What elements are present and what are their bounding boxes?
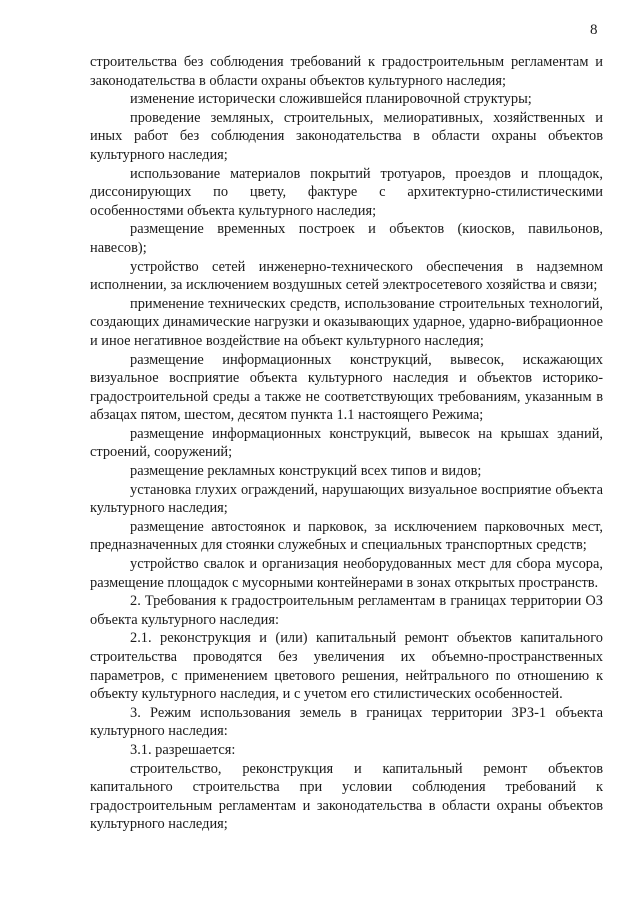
paragraph-6: устройство сетей инженерно-технического обеспечения в надземном исполнении, за исключением воздушных сетей электросетевого хозяйства и связи;: [90, 258, 603, 294]
paragraph-8: размещение информационных конструкций, вывесок, искажающих визуальное восприятие объекта культурного наследия и объектов историко-градостроительной среды а также не соответствующих требованиям, указанным в абзацах пятом, шестом, десятом пункта 1.1 настоящего Режима;: [90, 351, 603, 424]
paragraph-9: размещение информационных конструкций, вывесок на крышах зданий, строений, сооружений;: [90, 425, 603, 461]
section-3-heading: 3. Режим использования земель в границах территории ЗРЗ-1 объекта культурного наследия:: [90, 704, 603, 740]
paragraph-12: размещение автостоянок и парковок, за исключением парковочных мест, предназначенных для стоянки служебных и специальных транспортных средств;: [90, 518, 603, 554]
paragraph-3: проведение земляных, строительных, мелиоративных, хозяйственных и иных работ без соблюдения законодательства в области охраны объектов культурного наследия;: [90, 109, 603, 163]
paragraph-13: устройство свалок и организация необорудованных мест для сбора мусора, размещение площадок с мусорными контейнерами в зонах открытых пространств.: [90, 556, 603, 591]
clause-3-1: 3.1. разрешается:: [130, 741, 236, 758]
paragraph-11: установка глухих ограждений, нарушающих визуальное восприятие объекта культурного наследия;: [90, 481, 603, 517]
paragraph-2: изменение исторически сложившейся планировочной структуры;: [130, 91, 532, 108]
paragraph-4: использование материалов покрытий тротуаров, проездов и площадок, диссонирующих по цвету, фактуре с архитектурно-стилистическими особенностями объекта культурного наследия;: [90, 165, 603, 219]
section-2-heading: 2. Требования к градостроительным регламентам в границах территории ОЗ объекта культурного наследия:: [90, 593, 603, 628]
page-number: 8: [590, 22, 598, 38]
paragraph-1: строительства без соблюдения требований к градостроительным регламентам и законодательства в области охраны объектов культурного наследия;: [90, 54, 603, 89]
paragraph-10: размещение рекламных конструкций всех типов и видов;: [130, 463, 482, 480]
paragraph-7: применение технических средств, использование строительных технологий, создающих динамические нагрузки и оказывающих ударное, ударно-вибрационное и иное негативное воздействие на объект культурного наследия;: [90, 295, 603, 349]
document-body: [90, 53, 603, 834]
paragraph-18: строительство, реконструкция и капитальный ремонт объектов капитального строительства при условии соблюдения требований к градостроительным регламентам и законодательства в области охраны объектов культурного наследия;: [90, 760, 603, 833]
paragraph-5: размещение временных построек и объектов (киосков, павильонов, навесов);: [90, 221, 603, 256]
clause-2-1: 2.1. реконструкция и (или) капитальный ремонт объектов капитального строительства проводятся без увеличения их объемно-пространственных параметров, с применением цветового решения, нейтрального по отношению к объекту культурного наследия, и с учетом его стилистических особенностей.: [90, 630, 603, 703]
